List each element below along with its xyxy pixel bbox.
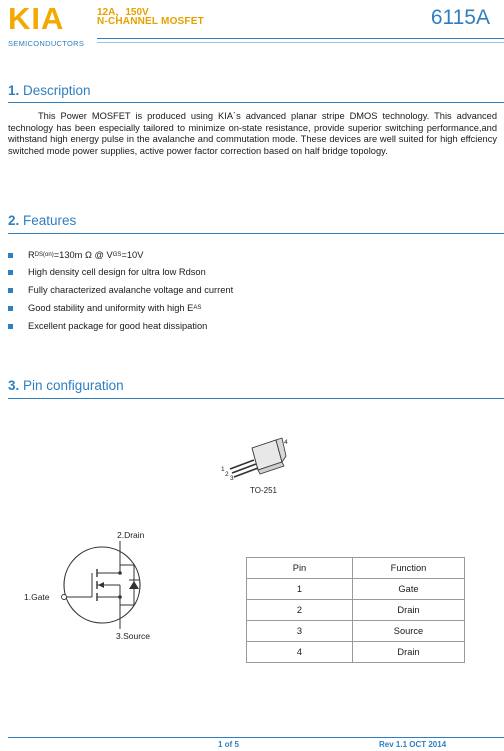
section-title: Pin configuration	[23, 378, 124, 393]
feature-item: Excellent package for good heat dissipation	[8, 320, 207, 332]
section-title: Description	[23, 83, 91, 98]
device-type: N-CHANNEL MOSFET	[97, 16, 204, 27]
feature-item: R DS(on) =130m Ω @ V GS =10V	[8, 249, 143, 261]
description-paragraph: This Power MOSFET is produced using KIA`s advanced planar stripe DMOS technology. This advanced technology has been especially tailored to minimize on-state resistance, provide superior switching performance,and withstand high energy pulse in the avalanche and commutation mode. These devices are well suited for high effciency switched mode power supplies, active power factor correction based on half bridge topology.	[8, 111, 497, 156]
bullet-square-icon	[8, 288, 13, 293]
package-pin-label: 2	[225, 471, 229, 478]
footer-divider	[8, 737, 504, 738]
table-header-row	[247, 558, 465, 579]
section-number: 1.	[8, 83, 20, 98]
mosfet-symbol-diagram	[20, 525, 170, 645]
revision-label: Rev 1.1 OCT 2014	[379, 740, 447, 749]
pin-number-cell: 3	[247, 621, 353, 642]
package-name-label: TO-251	[250, 486, 277, 495]
section-divider	[8, 102, 504, 103]
section-number: 3.	[8, 378, 20, 393]
feature-item: Good stability and uniformity with high E AS	[8, 302, 201, 314]
pin-number-cell: 4	[247, 642, 353, 663]
section-divider	[8, 233, 504, 234]
page-number: 1 of 5	[218, 740, 239, 749]
package-pin-label: 4	[284, 439, 288, 446]
column-header: Pin	[247, 558, 353, 579]
table-row	[247, 642, 465, 663]
device-rating: 12A，150V	[97, 7, 149, 18]
source-label: 3.Source	[116, 631, 151, 641]
pin-function-cell: Source	[353, 621, 465, 642]
package-pin-label: 1	[221, 466, 225, 473]
pin-function-cell: Drain	[353, 600, 465, 621]
bullet-square-icon	[8, 253, 13, 258]
pin-function-cell: Gate	[353, 579, 465, 600]
section-pin-config-heading	[8, 378, 124, 393]
feature-item: High density cell design for ultra low Rdson	[8, 266, 206, 278]
bullet-square-icon	[8, 306, 13, 311]
package-pin-label: 3	[230, 475, 234, 482]
table-row	[247, 621, 465, 642]
pin-number-cell: 1	[247, 579, 353, 600]
gate-label: 1.Gate	[24, 592, 50, 602]
part-number: 6115A	[430, 6, 490, 29]
company-logo-subtitle: SEMICONDUCTORS	[8, 39, 85, 48]
table-row	[247, 600, 465, 621]
section-features-heading	[8, 213, 76, 228]
table-row	[247, 579, 465, 600]
feature-item: Fully characterized avalanche voltage and current	[8, 284, 233, 296]
company-logo: KIA	[8, 1, 65, 36]
section-number: 2.	[8, 213, 20, 228]
bullet-square-icon	[8, 270, 13, 275]
section-divider	[8, 398, 504, 399]
header-divider	[97, 38, 504, 39]
section-description-heading	[8, 83, 91, 98]
column-header: Function	[353, 558, 465, 579]
to251-package-illustration	[218, 436, 298, 498]
bullet-square-icon	[8, 324, 13, 329]
pin-number-cell: 2	[247, 600, 353, 621]
header-divider-secondary	[97, 42, 504, 43]
pin-function-cell: Drain	[353, 642, 465, 663]
drain-label: 2.Drain	[117, 530, 145, 540]
section-title: Features	[23, 213, 77, 228]
pin-function-table	[246, 557, 465, 663]
